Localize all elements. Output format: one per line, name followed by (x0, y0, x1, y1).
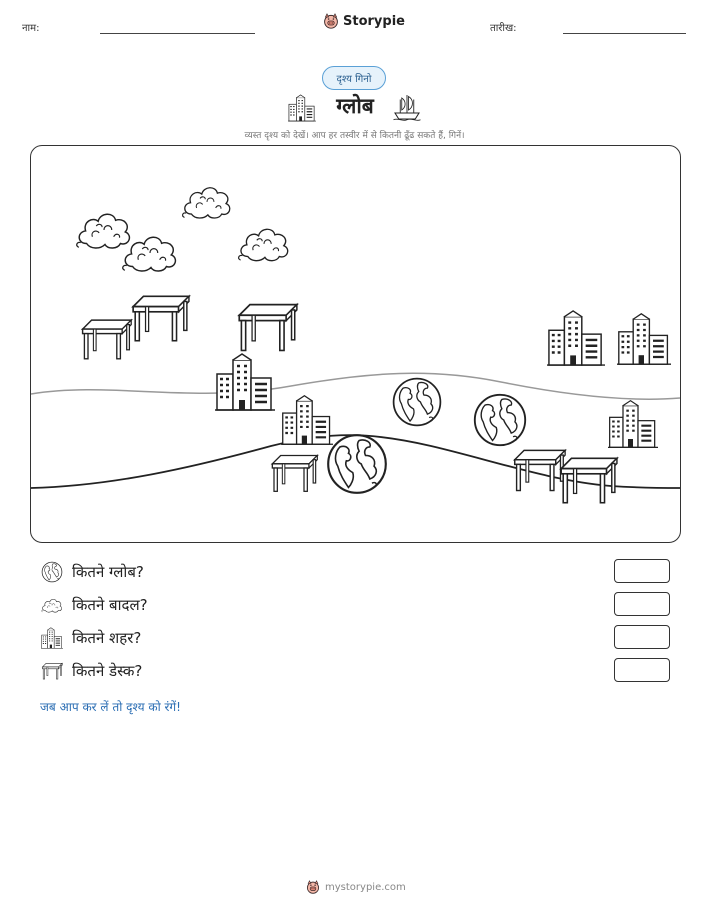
city (617, 314, 671, 364)
answer-box-desk[interactable] (614, 658, 670, 682)
color-scene-note: जब आप कर लें तो दृश्य को रंगें! (40, 700, 181, 714)
cloud (239, 229, 288, 260)
footer (306, 880, 406, 894)
brand-logo (323, 13, 405, 29)
worksheet-title: ग्लोब (336, 94, 374, 118)
desk (83, 320, 132, 359)
scene-count-badge: दृश्य गिनो (322, 66, 386, 90)
cloud (183, 188, 230, 218)
desk (133, 296, 189, 340)
question-row-globe (40, 559, 680, 585)
globe (394, 379, 441, 426)
storypie-pig-icon (306, 880, 320, 894)
city (215, 354, 275, 410)
name-label: नाम: (22, 23, 40, 34)
question-text: कितने शहर? (72, 629, 142, 647)
globe-icon (40, 560, 64, 584)
brand-name: Storypie (343, 13, 405, 29)
desk (239, 305, 297, 351)
desk-icon (40, 659, 64, 683)
scene-illustration (31, 146, 680, 542)
question-row-city (40, 625, 680, 651)
date-label: तारीख: (490, 23, 517, 34)
busy-scene (30, 145, 681, 543)
question-text: कितने डेस्क? (72, 662, 143, 680)
globe (328, 435, 386, 493)
name-line[interactable] (100, 33, 255, 34)
city (281, 396, 333, 445)
cloud (77, 214, 130, 248)
question-row-cloud (40, 592, 680, 618)
question-row-desk (40, 658, 680, 684)
cloud-icon (40, 593, 64, 617)
question-text: कितने ग्लोब? (72, 563, 144, 581)
storypie-pig-icon (323, 13, 339, 29)
cloud (123, 237, 176, 271)
answer-box-globe[interactable] (614, 559, 670, 583)
answer-box-city[interactable] (614, 625, 670, 649)
city (547, 311, 605, 365)
answer-box-cloud[interactable] (614, 592, 670, 616)
desk (272, 456, 317, 492)
city-icon (40, 626, 64, 650)
date-line[interactable] (563, 33, 686, 34)
back-hill-line (31, 373, 680, 399)
question-text: कितने बादल? (72, 596, 148, 614)
globe (475, 395, 525, 445)
footer-url[interactable]: mystorypie.com (325, 881, 406, 893)
city (608, 401, 658, 448)
ship-title-icon (392, 92, 422, 122)
instructions: व्यस्त दृश्य को देखें। आप हर तस्वीर में से कितनी ढूँढ सकते हैं, गिनें। (244, 131, 465, 141)
